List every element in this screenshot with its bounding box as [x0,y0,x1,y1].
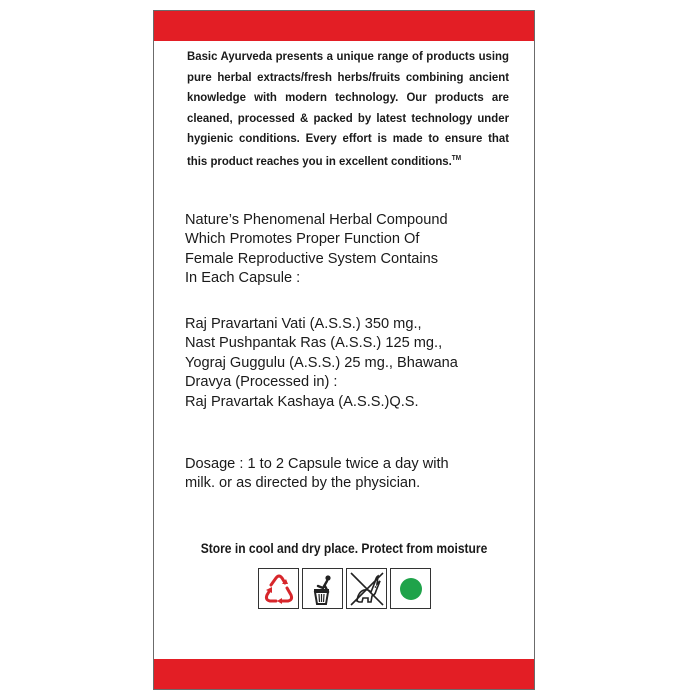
no-animal-testing-icon [346,568,387,609]
icon-row [258,568,431,609]
ingredient-line: Yograj Guggulu (A.S.S.) 25 mg., Bhawana [185,354,458,371]
intro-line: using pure herbal extracts/fresh herbs/fruits [187,49,509,84]
ingredient-line: Dravya (Processed in) : [185,374,338,391]
vegetarian-mark-icon [390,568,431,609]
description-line: Nature’s Phenomenal Herbal Compound [185,212,448,228]
intro-line: Basic Ayurveda presents a unique range of products [187,49,476,63]
description-line: In Each Capsule : [185,270,301,287]
ingredient-line: Raj Pravartak Kashaya (A.S.S.)Q.S. [185,393,419,410]
bottom-red-band [154,659,534,689]
top-red-band [154,11,534,41]
dosage-instructions [185,455,515,494]
intro-line: packed by latest technology under hygienic [187,110,510,146]
description-line: Female Reproductive System Contains [185,250,439,267]
ingredient-line: Raj Pravartani Vati (A.S.S.) 350 mg., [185,316,422,332]
recycle-icon [258,568,299,609]
description-line: Which Promotes Proper Function Of [185,231,420,248]
product-label [153,10,535,690]
dosage-line: milk. or as directed by the physician. [185,475,421,492]
intro-paragraph [187,46,509,172]
trademark-symbol: TM [451,154,462,162]
dosage-line: Dosage : 1 to 2 Capsule twice a day with [185,456,449,472]
ingredient-line: Nast Pushpantak Ras (A.S.S.) 125 mg., [185,335,443,352]
dustbin-icon [302,568,343,609]
storage-instruction: Store in cool and dry place. Protect from moisture [200,541,488,556]
ingredients-list [185,315,515,412]
intro-line: conditions. Every effort is made to ensure that this [187,131,509,169]
product-description [185,211,515,289]
intro-line: technology. Our products are cleaned, processed & [187,90,509,125]
intro-line: combining ancient knowledge with modern [187,69,509,105]
intro-line: product reaches you in excellent conditions. [210,154,452,169]
